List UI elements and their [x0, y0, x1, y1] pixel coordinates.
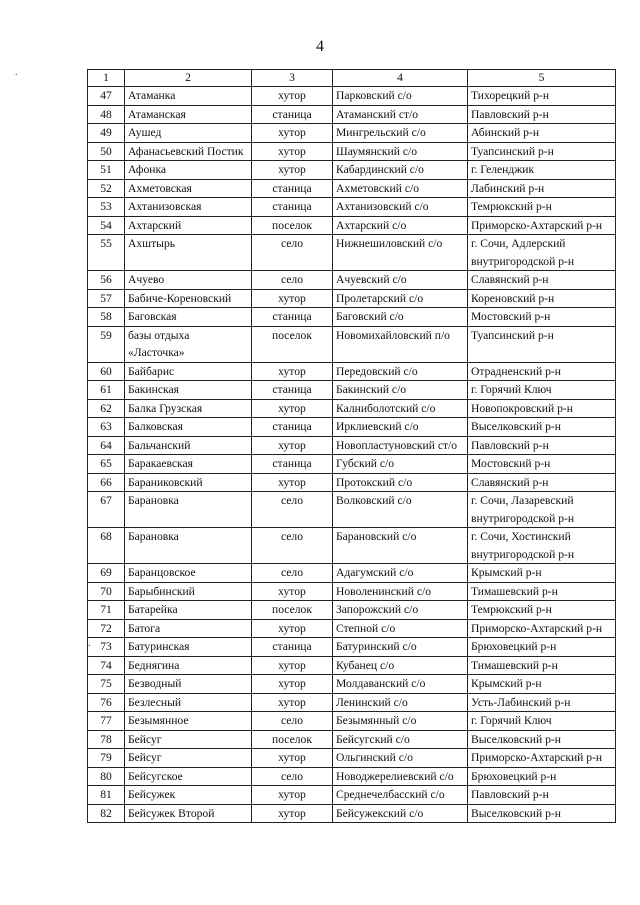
row-number-cell: 55: [88, 235, 125, 271]
settlement-type-cell: хутор: [252, 786, 333, 805]
table-row: [88, 473, 616, 492]
settlement-type-cell: станица: [252, 198, 333, 217]
council-cell: Пролетарский с/о: [333, 289, 468, 308]
settlement-type-cell: хутор: [252, 582, 333, 601]
settlement-type-cell: село: [252, 492, 333, 528]
district-cell: Мостовский р-н: [468, 308, 616, 327]
row-number-cell: 61: [88, 381, 125, 400]
council-cell: Ачуевский с/о: [333, 271, 468, 290]
settlement-type-cell: поселок: [252, 601, 333, 620]
settlement-name-cell: Ахметовская: [125, 179, 252, 198]
row-number-cell: 72: [88, 619, 125, 638]
row-number-cell: 68: [88, 528, 125, 564]
district-cell: Кореновский р-н: [468, 289, 616, 308]
row-number-cell: 67: [88, 492, 125, 528]
table-row: [88, 271, 616, 290]
council-cell: Баговский с/о: [333, 308, 468, 327]
settlement-type-cell: хутор: [252, 87, 333, 106]
settlement-name-cell: Батуринская: [125, 638, 252, 657]
council-cell: Мингрельский с/о: [333, 124, 468, 143]
district-cell: Туапсинский р-н: [468, 326, 616, 362]
district-cell: г. Геленджик: [468, 161, 616, 180]
settlement-type-cell: село: [252, 767, 333, 786]
table-row: [88, 105, 616, 124]
district-cell: Мостовский р-н: [468, 455, 616, 474]
district-cell: г. Горячий Ключ: [468, 381, 616, 400]
table-row: [88, 804, 616, 823]
table-row: [88, 564, 616, 583]
table-row: [88, 381, 616, 400]
table-row: [88, 418, 616, 437]
district-cell: Приморско-Ахтарский р-н: [468, 216, 616, 235]
district-cell: Крымский р-н: [468, 564, 616, 583]
district-cell: Павловский р-н: [468, 786, 616, 805]
settlement-name-cell: Афанасьевский Постик: [125, 142, 252, 161]
table-row: [88, 362, 616, 381]
district-cell: Усть-Лабинский р-н: [468, 693, 616, 712]
row-number-cell: 60: [88, 362, 125, 381]
settlement-name-cell: базы отдыха «Ласточка»: [125, 326, 252, 362]
district-cell: Темрюкский р-н: [468, 198, 616, 217]
row-number-cell: 75: [88, 675, 125, 694]
settlement-name-cell: Беднягина: [125, 656, 252, 675]
settlement-name-cell: Барановка: [125, 492, 252, 528]
settlement-type-cell: станица: [252, 638, 333, 657]
scan-mark: .: [15, 67, 18, 78]
table-row: [88, 142, 616, 161]
district-cell: Выселковский р-н: [468, 804, 616, 823]
row-number-cell: 64: [88, 436, 125, 455]
council-cell: Запорожский с/о: [333, 601, 468, 620]
row-number-cell: 62: [88, 399, 125, 418]
row-number-cell: 58: [88, 308, 125, 327]
settlement-name-cell: Ахтарский: [125, 216, 252, 235]
council-cell: Молдаванский с/о: [333, 675, 468, 694]
settlement-name-cell: Ахтанизовская: [125, 198, 252, 217]
council-cell: Кубанец с/о: [333, 656, 468, 675]
district-cell: Отрадненский р-н: [468, 362, 616, 381]
row-number-cell: 71: [88, 601, 125, 620]
table-row: [88, 730, 616, 749]
district-cell: г. Сочи, Адлерский внутригородской р-н: [468, 235, 616, 271]
settlement-type-cell: село: [252, 564, 333, 583]
settlement-type-cell: хутор: [252, 124, 333, 143]
table-row: [88, 656, 616, 675]
council-cell: Парковский с/о: [333, 87, 468, 106]
settlement-name-cell: Атаманская: [125, 105, 252, 124]
table-row: [88, 693, 616, 712]
district-cell: Павловский р-н: [468, 105, 616, 124]
settlement-name-cell: Безводный: [125, 675, 252, 694]
council-cell: Губский с/о: [333, 455, 468, 474]
council-cell: Безымянный с/о: [333, 712, 468, 731]
council-cell: Протокский с/о: [333, 473, 468, 492]
settlement-type-cell: хутор: [252, 436, 333, 455]
header-cell: 5: [468, 70, 616, 87]
table-row: [88, 179, 616, 198]
council-cell: Нижнешиловский с/о: [333, 235, 468, 271]
settlement-name-cell: Ахштырь: [125, 235, 252, 271]
settlement-name-cell: Батога: [125, 619, 252, 638]
settlement-name-cell: Баранцовское: [125, 564, 252, 583]
row-number-cell: 66: [88, 473, 125, 492]
settlement-type-cell: хутор: [252, 473, 333, 492]
settlement-type-cell: село: [252, 528, 333, 564]
council-cell: Батуринский с/о: [333, 638, 468, 657]
council-cell: Среднечелбасский с/о: [333, 786, 468, 805]
table-row: [88, 786, 616, 805]
settlement-name-cell: Бейсугское: [125, 767, 252, 786]
settlement-type-cell: село: [252, 712, 333, 731]
settlement-type-cell: хутор: [252, 289, 333, 308]
settlement-name-cell: Бейсужек Второй: [125, 804, 252, 823]
row-number-cell: 73: [88, 638, 125, 657]
table-row: [88, 749, 616, 768]
table-row: [88, 198, 616, 217]
table-row: [88, 582, 616, 601]
settlement-name-cell: Барановка: [125, 528, 252, 564]
settlement-name-cell: Батарейка: [125, 601, 252, 620]
row-number-cell: 77: [88, 712, 125, 731]
row-number-cell: 78: [88, 730, 125, 749]
row-number-cell: 80: [88, 767, 125, 786]
settlement-type-cell: хутор: [252, 161, 333, 180]
row-number-cell: 59: [88, 326, 125, 362]
table-row: [88, 216, 616, 235]
table-row: [88, 528, 616, 564]
district-cell: Выселковский р-н: [468, 730, 616, 749]
scan-mark: .: [88, 638, 91, 649]
settlement-type-cell: станица: [252, 105, 333, 124]
council-cell: Бакинский с/о: [333, 381, 468, 400]
council-cell: Ахтарский с/о: [333, 216, 468, 235]
council-cell: Шаумянский с/о: [333, 142, 468, 161]
settlement-type-cell: хутор: [252, 749, 333, 768]
table-header-row: [88, 70, 616, 87]
settlement-type-cell: станица: [252, 179, 333, 198]
settlement-name-cell: Аушед: [125, 124, 252, 143]
settlement-type-cell: хутор: [252, 804, 333, 823]
district-cell: Темрюкский р-н: [468, 601, 616, 620]
council-cell: Новоджерелиевский с/о: [333, 767, 468, 786]
council-cell: Адагумский с/о: [333, 564, 468, 583]
council-cell: Бейсугский с/о: [333, 730, 468, 749]
row-number-cell: 69: [88, 564, 125, 583]
row-number-cell: 51: [88, 161, 125, 180]
table-row: [88, 399, 616, 418]
settlement-name-cell: Байбарис: [125, 362, 252, 381]
settlement-name-cell: Атаманка: [125, 87, 252, 106]
council-cell: Новоленинский с/о: [333, 582, 468, 601]
settlement-type-cell: станица: [252, 418, 333, 437]
settlement-type-cell: станица: [252, 381, 333, 400]
district-cell: Выселковский р-н: [468, 418, 616, 437]
settlement-type-cell: село: [252, 271, 333, 290]
table-row: [88, 436, 616, 455]
row-number-cell: 79: [88, 749, 125, 768]
council-cell: Степной с/о: [333, 619, 468, 638]
row-number-cell: 52: [88, 179, 125, 198]
district-cell: Крымский р-н: [468, 675, 616, 694]
page-number: 4: [316, 38, 324, 55]
district-cell: Туапсинский р-н: [468, 142, 616, 161]
council-cell: Волковский с/о: [333, 492, 468, 528]
table-row: [88, 289, 616, 308]
settlement-name-cell: Бабиче-Кореновский: [125, 289, 252, 308]
settlement-type-cell: хутор: [252, 656, 333, 675]
header-cell: 4: [333, 70, 468, 87]
district-cell: Приморско-Ахтарский р-н: [468, 749, 616, 768]
table-body: [88, 70, 616, 823]
row-number-cell: 57: [88, 289, 125, 308]
district-cell: Брюховецкий р-н: [468, 767, 616, 786]
district-cell: г. Горячий Ключ: [468, 712, 616, 731]
row-number-cell: 76: [88, 693, 125, 712]
row-number-cell: 56: [88, 271, 125, 290]
header-cell: 1: [88, 70, 125, 87]
council-cell: Калниболотский с/о: [333, 399, 468, 418]
table-row: [88, 675, 616, 694]
council-cell: Новопластуновский ст/о: [333, 436, 468, 455]
row-number-cell: 50: [88, 142, 125, 161]
settlement-name-cell: Афонка: [125, 161, 252, 180]
settlement-name-cell: Балка Грузская: [125, 399, 252, 418]
district-cell: Тимашевский р-н: [468, 656, 616, 675]
settlement-type-cell: станица: [252, 455, 333, 474]
table-row: [88, 124, 616, 143]
table-row: [88, 455, 616, 474]
table-row: [88, 492, 616, 528]
council-cell: Кабардинский с/о: [333, 161, 468, 180]
district-cell: Абинский р-н: [468, 124, 616, 143]
district-cell: г. Сочи, Лазаревский внутригородской р-н: [468, 492, 616, 528]
row-number-cell: 54: [88, 216, 125, 235]
settlement-name-cell: Баракаевская: [125, 455, 252, 474]
settlement-type-cell: хутор: [252, 675, 333, 694]
council-cell: Атаманский ст/о: [333, 105, 468, 124]
council-cell: Барановский с/о: [333, 528, 468, 564]
table-row: [88, 601, 616, 620]
district-cell: Лабинский р-н: [468, 179, 616, 198]
table-row: [88, 235, 616, 271]
header-cell: 3: [252, 70, 333, 87]
settlement-name-cell: Ачуево: [125, 271, 252, 290]
settlement-type-cell: хутор: [252, 362, 333, 381]
district-cell: Брюховецкий р-н: [468, 638, 616, 657]
settlement-type-cell: поселок: [252, 216, 333, 235]
council-cell: Передовский с/о: [333, 362, 468, 381]
row-number-cell: 74: [88, 656, 125, 675]
row-number-cell: 53: [88, 198, 125, 217]
district-cell: Павловский р-н: [468, 436, 616, 455]
council-cell: Ирклиевский с/о: [333, 418, 468, 437]
settlement-name-cell: Баговская: [125, 308, 252, 327]
settlement-name-cell: Безымянное: [125, 712, 252, 731]
settlement-name-cell: Барыбинский: [125, 582, 252, 601]
table-row: [88, 326, 616, 362]
settlement-type-cell: хутор: [252, 399, 333, 418]
settlement-name-cell: Балковская: [125, 418, 252, 437]
district-cell: Славянский р-н: [468, 473, 616, 492]
district-cell: Славянский р-н: [468, 271, 616, 290]
table-row: [88, 712, 616, 731]
table-row: [88, 308, 616, 327]
settlement-name-cell: Бейсужек: [125, 786, 252, 805]
settlement-name-cell: Бейсуг: [125, 730, 252, 749]
table-row: [88, 767, 616, 786]
settlement-name-cell: Бальчанский: [125, 436, 252, 455]
table-row: [88, 161, 616, 180]
settlement-type-cell: хутор: [252, 693, 333, 712]
district-cell: Приморско-Ахтарский р-н: [468, 619, 616, 638]
row-number-cell: 81: [88, 786, 125, 805]
settlement-name-cell: Безлесный: [125, 693, 252, 712]
district-cell: Тимашевский р-н: [468, 582, 616, 601]
settlement-type-cell: поселок: [252, 730, 333, 749]
settlement-name-cell: Бакинская: [125, 381, 252, 400]
district-cell: Новопокровский р-н: [468, 399, 616, 418]
district-cell: г. Сочи, Хостинский внутригородской р-н: [468, 528, 616, 564]
council-cell: Новомихайловский п/о: [333, 326, 468, 362]
council-cell: Ольгинский с/о: [333, 749, 468, 768]
district-cell: Тихорецкий р-н: [468, 87, 616, 106]
settlement-type-cell: хутор: [252, 619, 333, 638]
settlement-type-cell: станица: [252, 308, 333, 327]
table-row: [88, 87, 616, 106]
row-number-cell: 82: [88, 804, 125, 823]
row-number-cell: 65: [88, 455, 125, 474]
council-cell: Ахметовский с/о: [333, 179, 468, 198]
settlement-type-cell: хутор: [252, 142, 333, 161]
council-cell: Ахтанизовский с/о: [333, 198, 468, 217]
row-number-cell: 47: [88, 87, 125, 106]
header-cell: 2: [125, 70, 252, 87]
row-number-cell: 49: [88, 124, 125, 143]
row-number-cell: 48: [88, 105, 125, 124]
settlement-type-cell: село: [252, 235, 333, 271]
table-row: [88, 638, 616, 657]
table-row: [88, 619, 616, 638]
row-number-cell: 70: [88, 582, 125, 601]
row-number-cell: 63: [88, 418, 125, 437]
settlements-table: [87, 69, 616, 823]
settlement-name-cell: Бараниковский: [125, 473, 252, 492]
council-cell: Бейсужекский с/о: [333, 804, 468, 823]
council-cell: Ленинский с/о: [333, 693, 468, 712]
settlement-type-cell: поселок: [252, 326, 333, 362]
settlement-name-cell: Бейсуг: [125, 749, 252, 768]
